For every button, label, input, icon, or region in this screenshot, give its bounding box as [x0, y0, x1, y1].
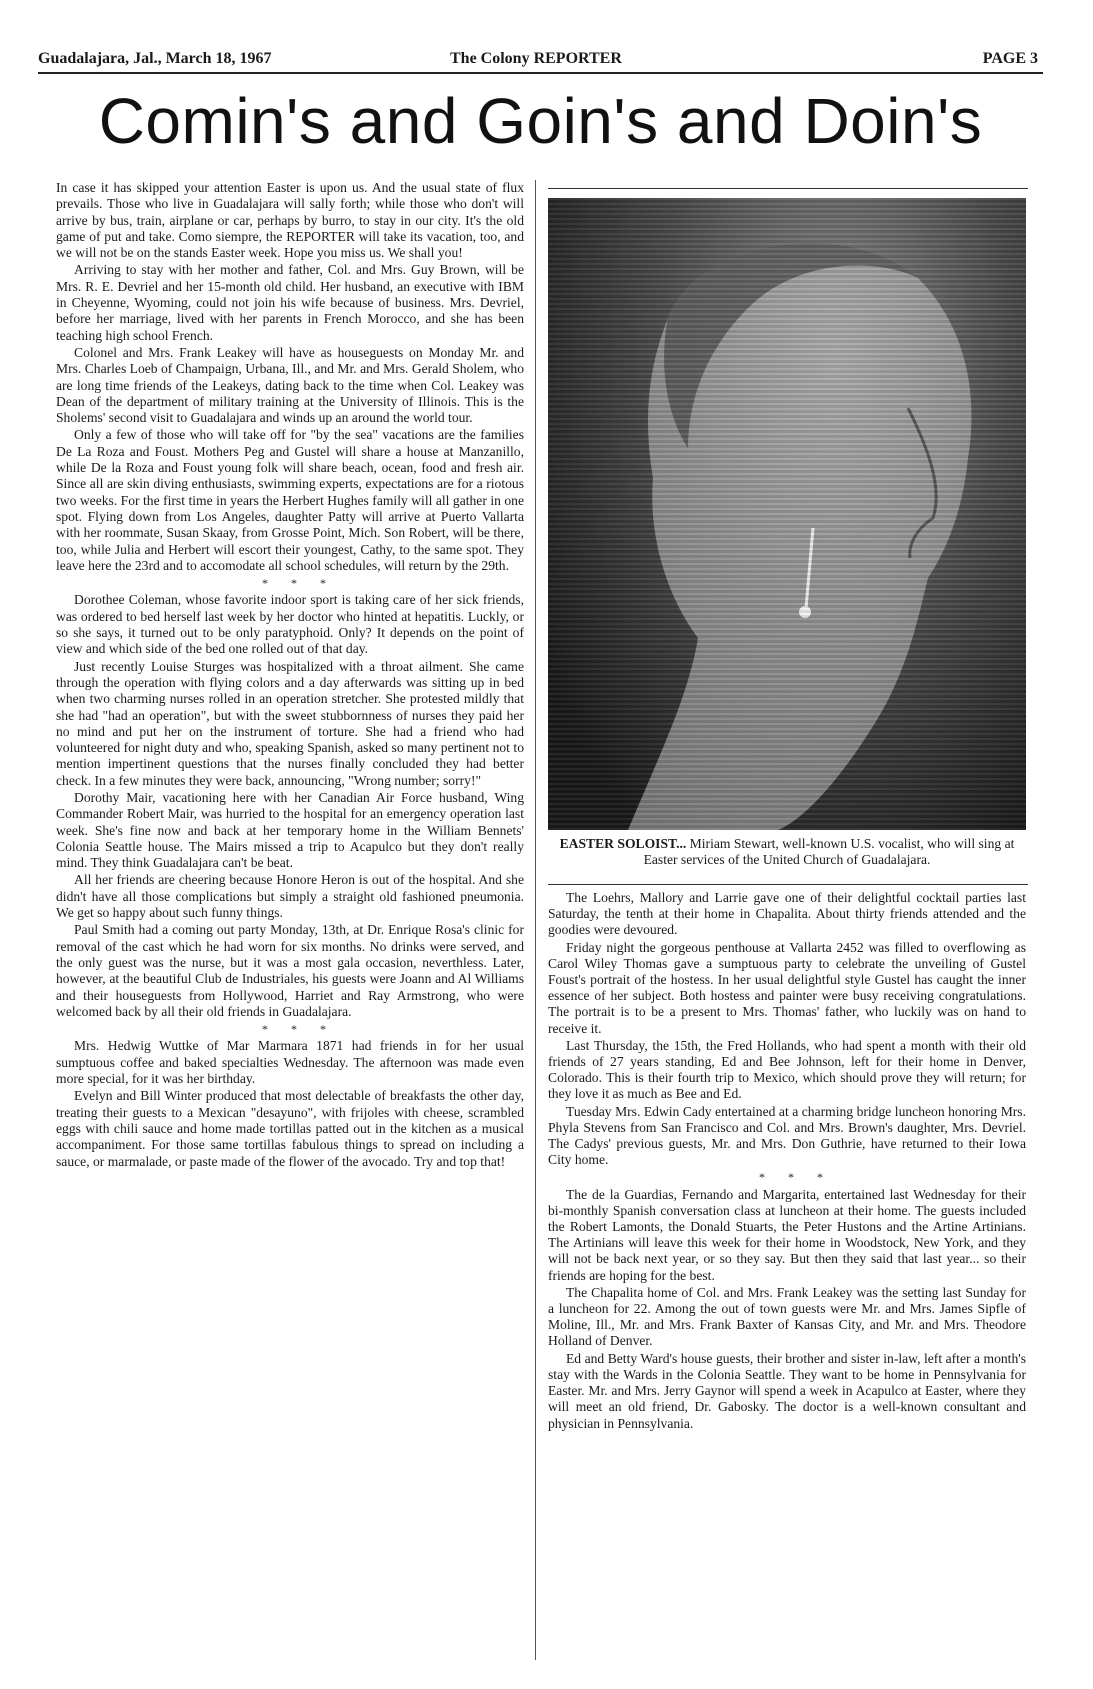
article-paragraph: The Chapalita home of Col. and Mrs. Frank Leakey was the setting last Sunday for a luncheon for 22. Among the out of town guests were Mr. and Mrs. James Sipfle of Moline, Ill., Mr. and Mrs. Frank Baxter of Kansas City, and Mr. and Mrs. Theodore Holland of Denver.: [548, 1284, 1026, 1349]
article-paragraph: Arriving to stay with her mother and father, Col. and Mrs. Guy Brown, will be Mrs. R. E. Devriel and her 15-month old child. Her husband, an executive with IBM in Cheyenne, Wyoming, could not join his wife because of business. Mrs. Devriel, before her marriage, lived with her parents in French Morocco, and she has been teaching high school French.: [56, 262, 524, 343]
article-paragraph: All her friends are cheering because Honore Heron is out of the hospital. And she didn't have all those complications but simply a straight old fashioned pneumonia. We get so happy about such funny things.: [56, 872, 524, 921]
caption-text: Miriam Stewart, well-known U.S. vocalist, who will sing at Easter services of the United Church of Guadalajara.: [643, 836, 1015, 867]
masthead: [38, 50, 1038, 72]
article-paragraph: Just recently Louise Sturges was hospitalized with a throat ailment. She came through the operation with flying colors and a day afterwards was sitting up in bed when two charming nurses rolled in an operation stretcher. She protested mildly that she had "had an operation", but with the sweet stubbornness of nurses they paid her no mind and put her on the instrument of torture. She had a friend who had volunteered for night duty and who, speaking Spanish, asked so many pertinent not to mention impertinent questions that the nurses finally concluded they had better check. In a few minutes they were back, announcing, "Wrong number; sorry!": [56, 658, 524, 788]
article-paragraph: Mrs. Hedwig Wuttke of Mar Marmara 1871 had friends in for her usual sumptuous coffee and baked specialties Wednesday. The afternoon was made even more special, for it was her birthday.: [56, 1038, 524, 1087]
masthead-date: Guadalajara, Jal., March 18, 1967: [38, 50, 272, 67]
page-headline: Comin's and Goin's and Doin's: [98, 85, 983, 157]
article-paragraph: In case it has skipped your attention Easter is upon us. And the usual state of flux prevails. Those who live in Guadalajara will sally forth; while those who don't will arrive by bus, train, airplane or car, perhaps by burro, to stay in our city. It's the old game of put and take. Como siempre, the REPORTER will take its vacation, too, and we will not be on the stands Easter week. Hope you miss us. We shall you!: [56, 180, 524, 261]
section-break: * * *: [262, 576, 336, 591]
article-paragraph: Dorothee Coleman, whose favorite indoor sport is taking care of her sick friends, was ordered to bed herself last week by her doctor who hinted at hepatitis. Luckly, or so she says, it turned out to be only paratyphoid. Only? It depends on the point of view and which side of the bed one rolled out of that day.: [56, 592, 524, 657]
caption-label: EASTER SOLOIST...: [559, 836, 687, 851]
right-column: [548, 890, 1026, 1670]
halftone-scanlines: [548, 198, 1026, 830]
portrait-photo: [548, 198, 1026, 830]
photo-caption: [548, 836, 1026, 867]
article-paragraph: The de la Guardias, Fernando and Margarita, entertained last Wednesday for their bi-monthly Spanish conversation class at luncheon at their home. The guests included the Robert Lamonts, the Donald Stuarts, the Peter Hustons and the Artine Artinians. The Artinians will leave this week for their home in Woodstock, New York, and they will not be back next year, or so they say. But then they said that last year... so their friends are hoping for the best.: [548, 1186, 1026, 1283]
article-paragraph: Ed and Betty Ward's house guests, their brother and sister in-law, left after a month's stay with the Wards in the Colonia Seattle. They want to be home in Pennsylvania for Easter. Mr. and Mrs. Jerry Gaynor will spend a week in Acapulco at Easter, where they will meet an old friend, Dr. Gabosky. The doctor is a well-known consultant and physician in Pennsylvania.: [548, 1350, 1026, 1431]
article-paragraph: Only a few of those who will take off for "by the sea" vacations are the families De La Roza and Foust. Mothers Peg and Gustel will share a house at Manzanillo, while De la Roza and Foust young folk will share beach, ocean, food and fresh air. Since all are skin diving enthusiasts, swimming experts, expectations are for a riotous two weeks. For the first time in years the Herbert Hughes family will all gather in one spot. Flying down from Los Angeles, daughter Patty will arrive at Puerto Vallarta with her roommate, Susan Skaay, from Grosse Point, Mich. Son Robert, will be there, too, while Julia and Herbert will escort their youngest, Cathy, to the same spot. They leave here the 23rd and to accomodate all school schedules, will return by the 29th.: [56, 427, 524, 573]
article-paragraph: Evelyn and Bill Winter produced that most delectable of breakfasts the other day, treating their guests to a Mexican "desayuno", with frijoles with cheese, scrambled eggs with chili sauce and home made tortillas patted out in the kitchen as a musical accompaniment. For those same tortillas fabulous things to spread on including a sauce, or marmalade, or paste made of the flower of the avocado. Try and top that!: [56, 1088, 524, 1169]
section-break: * * *: [262, 1022, 336, 1037]
article-paragraph: Last Thursday, the 15th, the Fred Hollands, who had spent a month with their old friends of 27 years standing, Ed and Bee Johnson, left for their home in Denver, Colorado. This is their fourth trip to Mexico, which should prove they will return; for they love it as much as Bee and Ed.: [548, 1037, 1026, 1102]
masthead-page-number: PAGE 3: [982, 50, 1038, 67]
caption-rule: [548, 884, 1028, 885]
article-paragraph: Colonel and Mrs. Frank Leakey will have as houseguests on Monday Mr. and Mrs. Charles Loeb of Champaign, Urbana, Ill., and Mr. and Mrs. Gerald Sholem, who are long time friends of the Leakeys, dating back to the time when Col. Leakey was Dean of the department of military training at the University of Illinois. This is the Sholems' second visit to Guadalajara and winds up an around the world tour.: [56, 344, 524, 426]
section-break: * * *: [759, 1170, 833, 1185]
article-paragraph: Paul Smith had a coming out party Monday, 13th, at Dr. Enrique Rosa's clinic for removal of the cast which he had worn for six months. No drinks were served, and the only guest was the nurse, but it was a most gala occasion, neverthless. Later, however, at the beautiful Club de Industriales, his guests were Joann and Al Williams and their houseguests from Hollywood, Harriet and Ray Armstrong, who were welcomed back by all their old friends in Guadalajara.: [56, 922, 524, 1019]
column-divider: [535, 180, 536, 1660]
article-paragraph: Dorothy Mair, vacationing here with her Canadian Air Force husband, Wing Commander Robert Mair, was hurried to the hospital for an emergency operation last week. She's fine now and back at her temporary home in the William Bennets' Colonia Seattle house. The Mairs missed a trip to Acapulco but they don't really mind. They think Guadalajara can't be beat.: [56, 789, 524, 871]
article-paragraph: Friday night the gorgeous penthouse at Vallarta 2452 was filled to overflowing as Carol Wiley Thomas gave a sumptuous party to celebrate the unveiling of Gustel Foust's portrait of the hostess. In her usual delightful style Gustel has caught the inner essence of her subject. Both hostess and painter were busy receiving congratulations. The portrait is to be a present to Mrs. Thomas' father, who luckily was on hand to receive it.: [548, 939, 1026, 1036]
article-paragraph: Tuesday Mrs. Edwin Cady entertained at a charming bridge luncheon honoring Mrs. Phyla Stevens from San Francisco and Col. and Mrs. Brown's daughter, Mrs. Devriel. The Cadys' previous guests, Mr. and Mrs. Don Guthrie, have returned to their Iowa City home.: [548, 1103, 1026, 1168]
masthead-rule: [38, 72, 1043, 74]
article-paragraph: The Loehrs, Mallory and Larrie gave one of their delightful cocktail parties last Saturday, the tenth at their home in Chapalita. About thirty friends attended and the goodies were devoured.: [548, 890, 1026, 938]
masthead-paper-name: The Colony REPORTER: [450, 50, 622, 67]
photo-top-rule: [548, 188, 1028, 189]
left-column: [56, 180, 524, 1670]
